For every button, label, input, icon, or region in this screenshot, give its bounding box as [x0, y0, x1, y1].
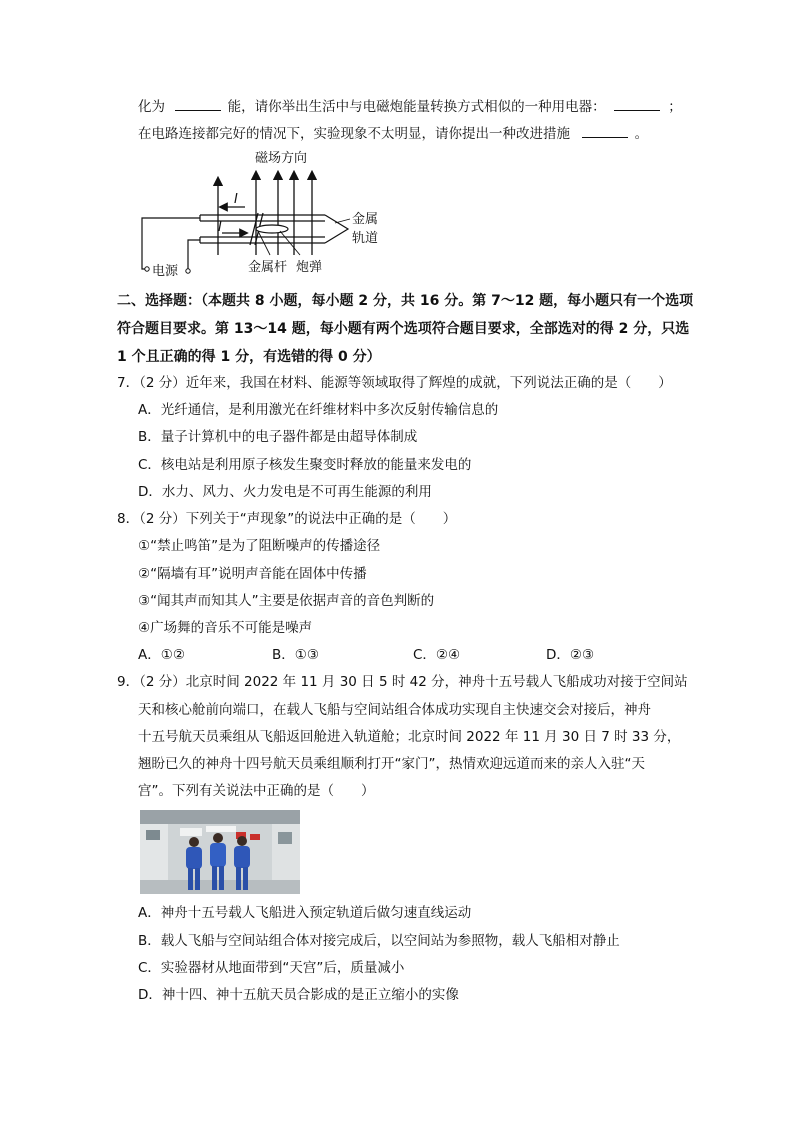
q7-option-c[interactable]: C．核电站是利用原子核发生聚变时释放的能量来发电的	[138, 457, 472, 473]
section2-line-1: 二、选择题：（本题共 8 小题，每小题 2 分，共 16 分。第 7～12 题，每小题只有一个选项	[117, 293, 694, 309]
intro-text-1a: 化为	[138, 99, 165, 115]
wire-right	[188, 240, 200, 269]
q7-option-a[interactable]: A．光纤通信，是利用激光在纤维材料中多次反射传输信息的	[138, 402, 499, 418]
q9-option-b[interactable]: B．载人飞船与空间站组合体对接完成后，以空间站为参照物，载人飞船相对静止	[138, 933, 620, 949]
intro-text-2a: 在电路连接都完好的情况下，实验现象不太明显，请你提出一种改进措施	[138, 126, 570, 142]
rail-label-2: 轨道	[352, 231, 379, 246]
q7-stem: 7．（2 分）近年来，我国在材料、能源等领域取得了辉煌的成就，下列说法正确的是（ ）	[117, 375, 672, 391]
q7-option-d[interactable]: D．水力、风力、火力发电是不可再生能源的利用	[138, 484, 432, 500]
q8-item-1: ①“禁止鸣笛”是为了阻断噪声的传播途径	[138, 538, 381, 554]
q9-option-d[interactable]: D．神十四、神十五航天员合影成的是正立缩小的实像	[138, 987, 459, 1003]
q8-option-b[interactable]: B．①③	[272, 647, 319, 663]
intro-line-1	[138, 96, 682, 116]
terminal	[145, 267, 149, 271]
intro-text-1b: 能，请你举出生活中与电磁炮能量转换方式相似的一种用电器：	[227, 99, 606, 115]
q8-option-a[interactable]: A．①②	[138, 647, 185, 663]
q9-line-4: 翘盼已久的神舟十四号航天员乘组顺利打开“家门”，热情欢迎远道而来的亲人入驻“天	[138, 756, 645, 772]
section2-line-2: 符合题目要求。第 13～14 题，每小题有两个选项符合题目要求，全部选对的得 2 分，只选	[117, 321, 690, 337]
answer-blank-1[interactable]	[175, 96, 221, 111]
q8-item-3: ③“闻其声而知其人”主要是依据声音的音色判断的	[138, 593, 435, 609]
q9-line-2: 天和核心舱前向端口，在载人飞船与空间站组合体成功实现自主快速交会对接后，神舟	[138, 702, 651, 718]
power-label: 电源	[152, 264, 179, 279]
intro-text-2b: 。	[634, 126, 649, 142]
q8-stem: 8．（2 分）下列关于“声现象”的说法中正确的是（ ）	[117, 511, 457, 527]
intro-line-2	[138, 123, 648, 143]
q9-option-a[interactable]: A．神舟十五号载人飞船进入预定轨道后做匀速直线运动	[138, 905, 472, 921]
q9-line-3: 十五号航天员乘组从飞船返回舱进入轨道舱；北京时间 2022 年 11 月 30 日 7 时 33 分，	[138, 729, 681, 745]
q9-line-5: 宫”。下列有关说法中正确的是（ ）	[138, 783, 375, 799]
q8-item-2: ②“隔墙有耳”说明声音能在固体中传播	[138, 566, 367, 582]
answer-blank-2[interactable]	[614, 96, 660, 111]
terminal	[186, 269, 190, 273]
astronaut-photo	[140, 810, 300, 894]
shell-label: 炮弹	[296, 260, 323, 275]
rail-tip	[325, 215, 348, 243]
q8-option-c[interactable]: C．②④	[413, 647, 461, 663]
current-label-top: I	[234, 192, 238, 207]
rod-label: 金属杆	[248, 260, 288, 275]
q8-option-d[interactable]: D．②③	[546, 647, 595, 663]
section2-line-3: 1 个且正确的得 1 分，有选错的得 0 分）	[117, 349, 381, 365]
wire-left	[142, 218, 200, 269]
field-direction-label: 磁场方向	[255, 151, 308, 166]
shell	[256, 225, 288, 233]
railgun-diagram	[130, 145, 400, 285]
q7-option-b[interactable]: B．量子计算机中的电子器件都是由超导体制成	[138, 429, 418, 445]
intro-text-1c: ；	[668, 99, 682, 115]
current-label-bottom: I	[218, 220, 222, 235]
q8-item-4: ④广场舞的音乐不可能是噪声	[138, 620, 313, 636]
q9-line-1: 9．（2 分）北京时间 2022 年 11 月 30 日 5 时 42 分，神舟十五号载人飞船成功对接于空间站	[117, 674, 688, 690]
q9-option-c[interactable]: C．实验器材从地面带到“天宫”后，质量减小	[138, 960, 405, 976]
rail-label-1: 金属	[352, 212, 379, 227]
answer-blank-3[interactable]	[582, 123, 628, 138]
